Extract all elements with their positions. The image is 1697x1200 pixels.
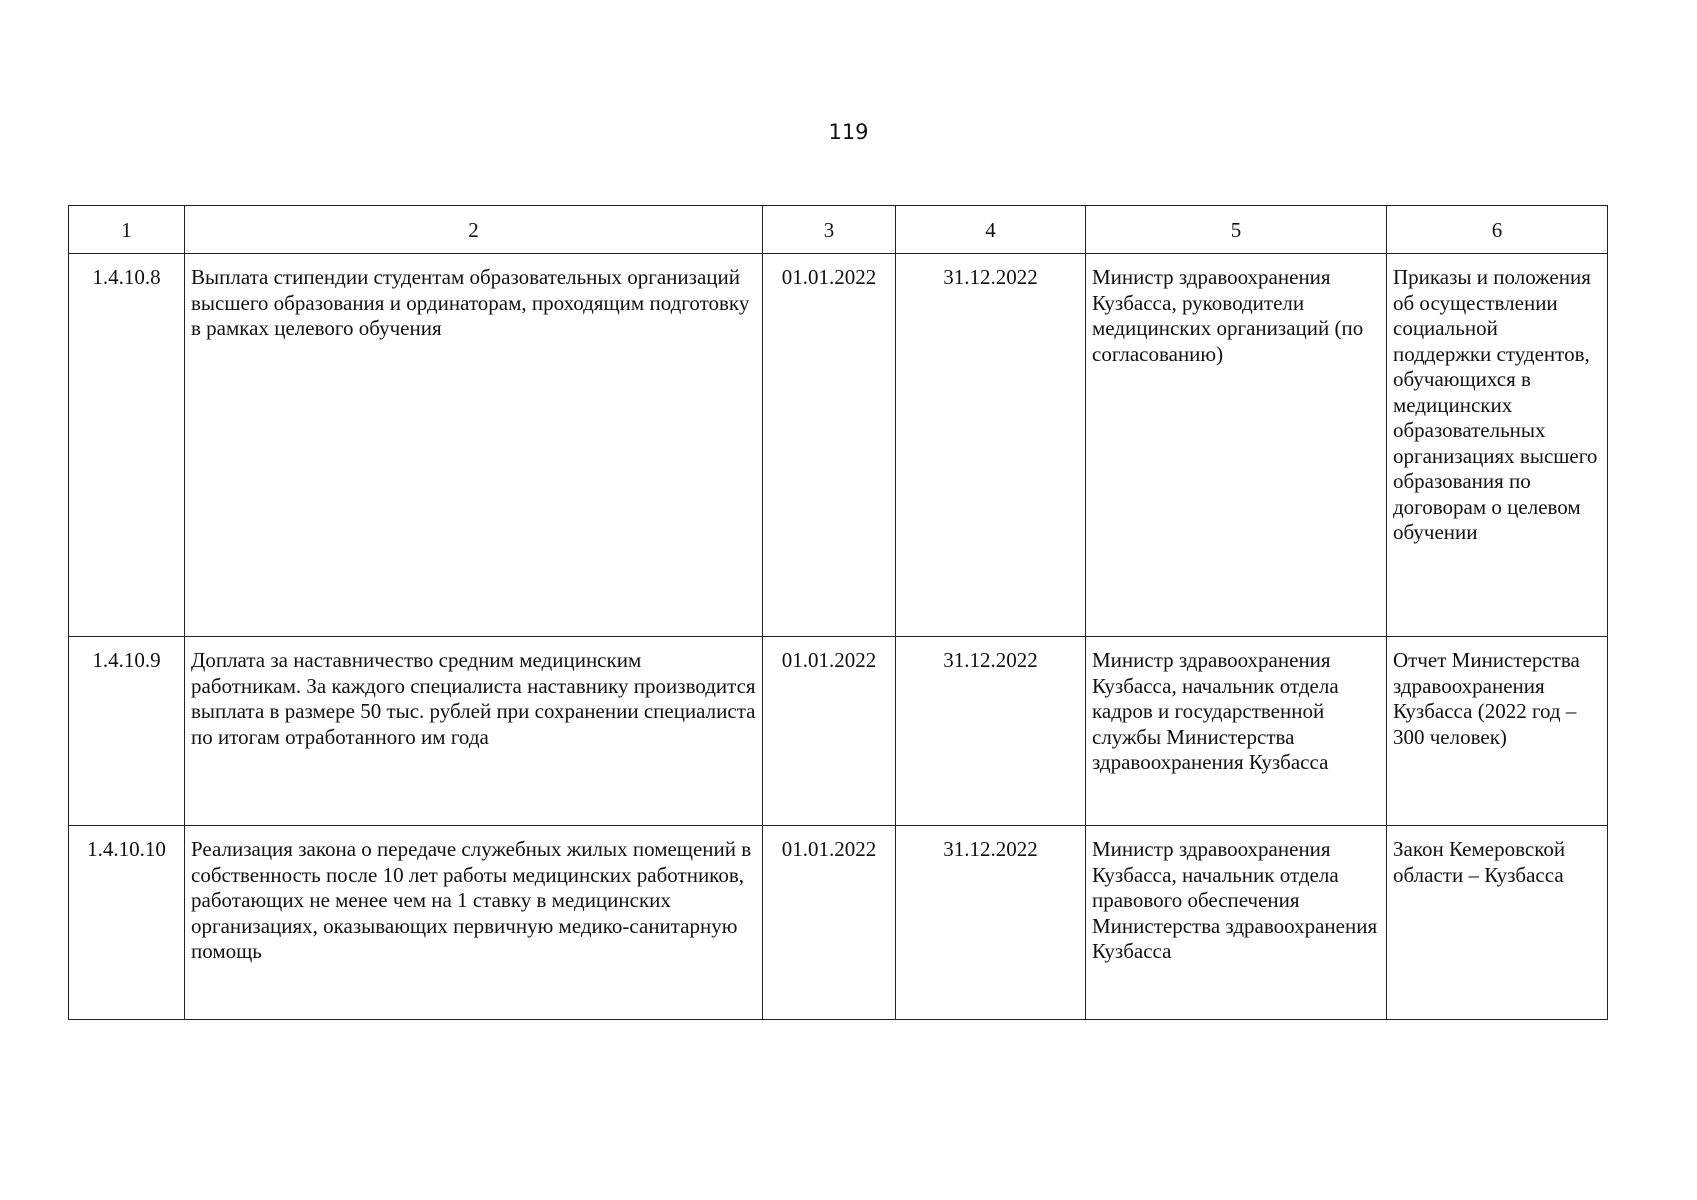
- table-row: [69, 826, 1608, 1020]
- row-responsible: Министр здравоохранения Кузбасса, начальник отдела кадров и государственной службы Министерства здравоохранения Кузбасса: [1086, 637, 1387, 826]
- table-row: [69, 254, 1608, 637]
- row-start-date: 01.01.2022: [763, 254, 896, 637]
- header-cell: 6: [1387, 206, 1608, 254]
- header-cell: 1: [69, 206, 185, 254]
- table-header-row: [69, 206, 1608, 254]
- row-result: Отчет Министерства здравоохранения Кузбасса (2022 год – 300 человек): [1387, 637, 1608, 826]
- row-result: Приказы и положения об осуществлении социальной поддержки студентов, обучающихся в медицинских образовательных организациях высшего образования по договорам о целевом обучении: [1387, 254, 1608, 637]
- row-result: Закон Кемеровской области – Кузбасса: [1387, 826, 1608, 1020]
- row-start-date: 01.01.2022: [763, 826, 896, 1020]
- row-description: Доплата за наставничество средним медицинским работникам. За каждого специалиста наставнику производится выплата в размере 50 тыс. рублей при сохранении специалиста по итогам отработанного им года: [185, 637, 763, 826]
- row-number: 1.4.10.10: [69, 826, 185, 1020]
- activities-table: [68, 205, 1608, 1020]
- row-end-date: 31.12.2022: [896, 826, 1086, 1020]
- row-end-date: 31.12.2022: [896, 637, 1086, 826]
- row-number: 1.4.10.9: [69, 637, 185, 826]
- row-description: Реализация закона о передаче служебных жилых помещений в собственность после 10 лет работы медицинских работников, работающих не менее чем на 1 ставку в медицинских организациях, оказывающих первичную медико-санитарную помощь: [185, 826, 763, 1020]
- header-cell: 3: [763, 206, 896, 254]
- table-row: [69, 637, 1608, 826]
- row-start-date: 01.01.2022: [763, 637, 896, 826]
- row-description: Выплата стипендии студентам образовательных организаций высшего образования и ординаторам, проходящим подготовку в рамках целевого обучения: [185, 254, 763, 637]
- row-responsible: Министр здравоохранения Кузбасса, руководители медицинских организаций (по согласованию): [1086, 254, 1387, 637]
- header-cell: 4: [896, 206, 1086, 254]
- page-number: 119: [828, 120, 869, 144]
- row-number: 1.4.10.8: [69, 254, 185, 637]
- row-end-date: 31.12.2022: [896, 254, 1086, 637]
- row-responsible: Министр здравоохранения Кузбасса, начальник отдела правового обеспечения Министерства здравоохранения Кузбасса: [1086, 826, 1387, 1020]
- header-cell: 2: [185, 206, 763, 254]
- header-cell: 5: [1086, 206, 1387, 254]
